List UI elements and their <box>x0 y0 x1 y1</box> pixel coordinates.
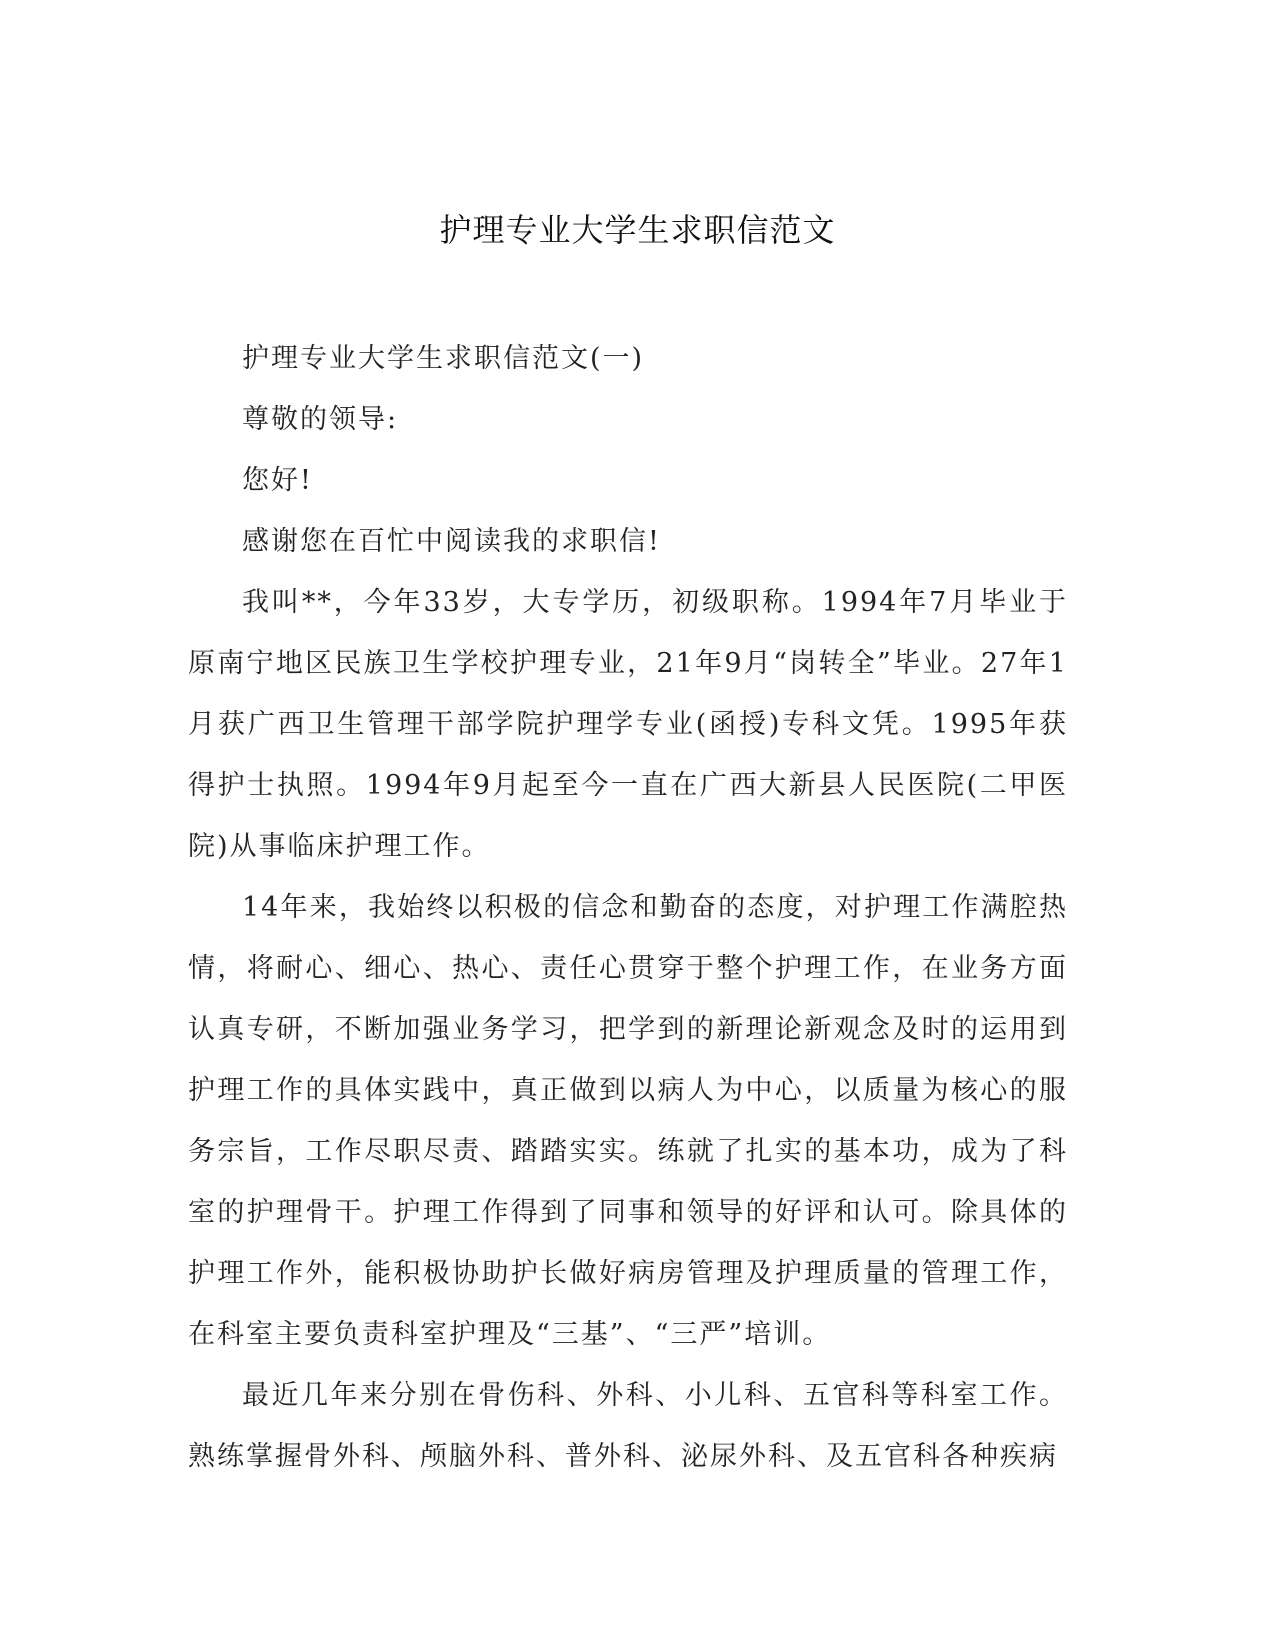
paragraph-salutation: 尊敬的领导: <box>242 404 399 435</box>
document-body <box>188 328 1068 1487</box>
paragraph-greeting: 您好! <box>242 465 313 496</box>
paragraph-subtitle: 护理专业大学生求职信范文(一) <box>242 343 645 374</box>
paragraph-thanks: 感谢您在百忙中阅读我的求职信! <box>242 526 661 557</box>
paragraph-departments: 最近几年来分别在骨伤科、外科、小儿科、五官科等科室工作。熟练掌握骨外科、颅脑外科、普外科、泌尿外科、及五官科各种疾病 <box>188 1380 1068 1472</box>
paragraph-introduction: 我叫**，今年33岁，大专学历，初级职称。1994年7月毕业于原南宁地区民族卫生学校护理专业，21年9月“岗转全”毕业。27年1月获广西卫生管理干部学院护理学专业(函授)专科文凭。1995年获得护士执照。1994年9月起至今一直在广西大新县人民医院(二甲医院)从事临床护理工作。 <box>188 587 1068 862</box>
document-title: 护理专业大学生求职信范文 <box>439 211 836 249</box>
paragraph-experience: 14年来，我始终以积极的信念和勤奋的态度，对护理工作满腔热情，将耐心、细心、热心、责任心贯穿于整个护理工作，在业务方面认真专研，不断加强业务学习，把学到的新理论新观念及时的运用到护理工作的具体实践中，真正做到以病人为中心，以质量为核心的服务宗旨，工作尽职尽责、踏踏实实。练就了扎实的基本功，成为了科室的护理骨干。护理工作得到了同事和领导的好评和认可。除具体的护理工作外，能积极协助护长做好病房管理及护理质量的管理工作，在科室主要负责科室护理及“三基”、“三严”培训。 <box>188 892 1068 1350</box>
